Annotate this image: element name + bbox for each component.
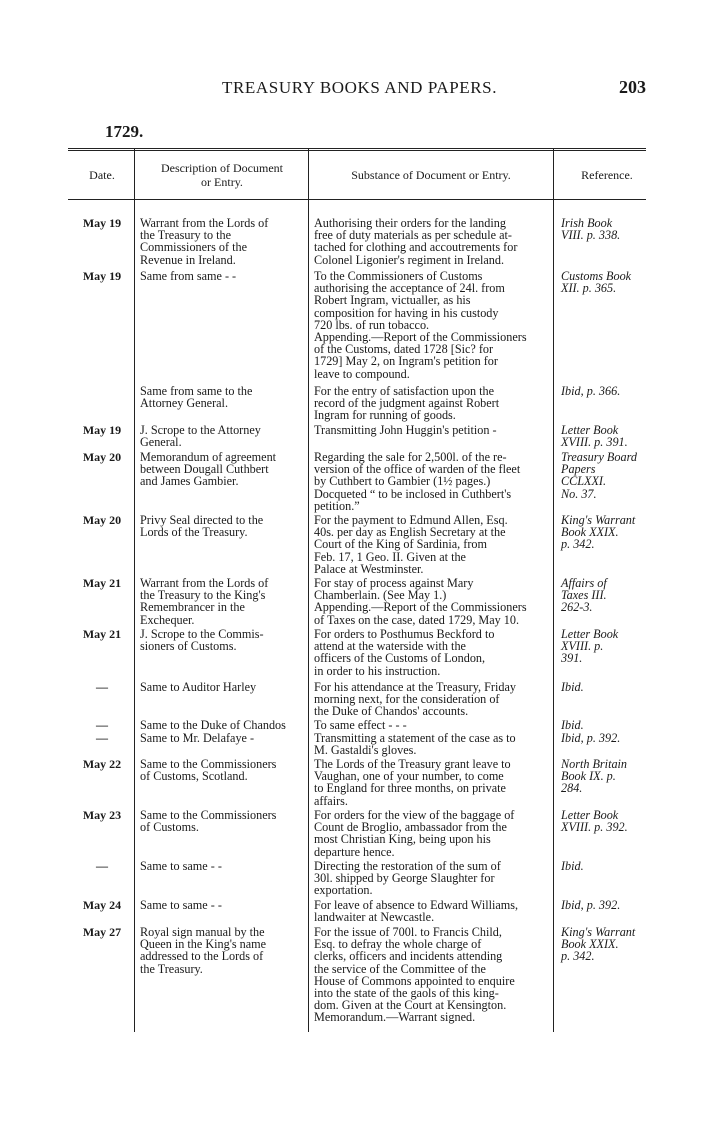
- date-cell-line: May 19: [82, 216, 122, 230]
- substance-cell-line: landwaiter at Newcastle.: [314, 910, 435, 925]
- substance-cell-line: to England for three months, on private: [314, 781, 506, 796]
- description-cell-line: of Customs, Scotland.: [140, 769, 248, 784]
- substance-cell-line: For stay of process against Mary: [314, 576, 474, 590]
- substance-cell-line: For the entry of satisfaction upon the: [314, 384, 495, 398]
- header-bottom-rule: [68, 199, 646, 200]
- substance-cell-line: petition.”: [314, 498, 360, 513]
- description-cell-line: Same to the Commissioners: [140, 757, 277, 771]
- reference-cell: [561, 424, 681, 448]
- date-cell-line: May 19: [82, 423, 122, 437]
- substance-cell: [314, 451, 546, 512]
- reference-cell-line: Ibid, p. 392.: [561, 898, 621, 912]
- reference-cell-line: 262-3.: [561, 600, 593, 615]
- substance-cell-line: most Christian King, being upon his: [314, 832, 491, 847]
- substance-cell-line: Count de Broglio, ambassador from the: [314, 820, 507, 835]
- reference-cell-line: CCLXXI.: [561, 474, 607, 489]
- description-cell-line: Same to same - -: [140, 898, 222, 912]
- substance-cell-line: Colonel Ligonier's regiment in Ireland.: [314, 252, 505, 267]
- substance-cell: [314, 732, 546, 756]
- substance-cell-line: Esq. to defray the whole charge of: [314, 937, 482, 952]
- substance-cell-line: affairs.: [314, 793, 348, 808]
- date-cell-line: May 23: [82, 808, 122, 822]
- description-cell: [140, 681, 302, 693]
- description-cell-line: between Dougall Cuthbert: [140, 462, 269, 477]
- description-cell: [140, 628, 302, 652]
- reference-cell: [561, 758, 681, 795]
- substance-cell-line: the service of the Committee of the: [314, 961, 486, 976]
- description-cell-line: Memorandum of agreement: [140, 450, 277, 464]
- description-cell-line: Same to the Commissioners: [140, 808, 277, 822]
- reference-cell: [561, 628, 681, 665]
- reference-cell-line: Irish Book: [561, 216, 613, 230]
- reference-cell-line: No. 37.: [561, 486, 597, 501]
- reference-cell: [561, 270, 681, 294]
- description-cell-line: Same to the Duke of Chandos: [140, 718, 286, 732]
- page-number: 203: [619, 77, 646, 97]
- substance-cell-line: For his attendance at the Treasury, Friday: [314, 680, 516, 694]
- column-divider: [308, 149, 309, 1032]
- date-cell-line: May 22: [82, 757, 122, 771]
- reference-cell-line: Letter Book: [561, 423, 619, 437]
- substance-cell-line: Appending.—Report of the Commissioners: [314, 600, 527, 615]
- reference-cell-line: p. 342.: [561, 537, 595, 552]
- description-cell: [140, 732, 302, 744]
- substance-cell: [314, 217, 546, 266]
- date-cell: [74, 451, 130, 463]
- substance-cell-line: For orders to Posthumus Beckford to: [314, 627, 495, 641]
- substance-cell-line: Court of the King of Sardinia, from: [314, 537, 487, 552]
- reference-cell-line: XVIII. p. 392.: [561, 820, 628, 835]
- description-cell-line: Attorney General.: [140, 396, 228, 411]
- substance-cell-line: For leave of absence to Edward Williams,: [314, 898, 519, 912]
- substance-cell-line: Memorandum.—Warrant signed.: [314, 1010, 476, 1025]
- substance-cell: [314, 926, 546, 1024]
- substance-cell-line: 1729] May 2, on Ingram's petition for: [314, 354, 498, 369]
- substance-cell-line: leave to compound.: [314, 366, 410, 381]
- description-cell-line: and James Gambier.: [140, 474, 239, 489]
- description-cell: [140, 758, 302, 782]
- date-cell-line: —: [96, 859, 108, 873]
- substance-cell-line: composition for having in his custody: [314, 305, 499, 320]
- substance-cell-line: Appending.—Report of the Commissioners: [314, 330, 527, 345]
- substance-cell-line: clerks, officers and incidents attending: [314, 949, 503, 964]
- description-cell-line: Remembrancer in the: [140, 600, 245, 615]
- substance-cell: [314, 758, 546, 807]
- substance-cell: [314, 860, 546, 897]
- column-header-description: Description of Document or Entry.: [161, 161, 283, 189]
- reference-cell-line: Ibid.: [561, 859, 584, 873]
- description-cell-line: Same to same - -: [140, 859, 222, 873]
- substance-cell-line: exportation.: [314, 883, 373, 898]
- substance-cell-line: Docqueted “ to be inclosed in Cuthbert's: [314, 486, 512, 501]
- reference-cell-line: Letter Book: [561, 808, 619, 822]
- reference-cell-line: Letter Book: [561, 627, 619, 641]
- reference-cell-line: Book IX. p.: [561, 769, 616, 784]
- description-cell: [140, 719, 302, 731]
- substance-cell-line: authorising the acceptance of 24l. from: [314, 281, 505, 296]
- date-cell: [74, 860, 130, 872]
- reference-cell-line: XVIII. p.: [561, 639, 604, 654]
- description-cell: [140, 385, 302, 409]
- substance-cell-line: Directing the restoration of the sum of: [314, 859, 501, 873]
- substance-cell: [314, 577, 546, 626]
- description-cell-line: Same from same to the: [140, 384, 253, 398]
- substance-cell-line: Palace at Westminster.: [314, 561, 424, 576]
- substance-cell-line: Feb. 17, 1 Geo. II. Given at the: [314, 549, 466, 564]
- date-cell: [74, 514, 130, 526]
- substance-cell-line: of Taxes on the case, dated 1729, May 10.: [314, 612, 520, 627]
- reference-cell: [561, 385, 681, 397]
- column-header-substance: Substance of Document or Entry.: [351, 168, 511, 182]
- date-cell-line: May 27: [82, 925, 122, 939]
- description-cell-line: Exchequer.: [140, 612, 195, 627]
- substance-cell-line: 720 lbs. of run tobacco.: [314, 317, 430, 332]
- description-cell-line: J. Scrope to the Commis-: [140, 627, 264, 641]
- description-cell: [140, 577, 302, 626]
- substance-cell-line: Authorising their orders for the landing: [314, 216, 506, 230]
- description-cell-line: Privy Seal directed to the: [140, 513, 264, 527]
- substance-cell-line: House of Commons appointed to enquire: [314, 973, 515, 988]
- substance-cell-line: attend at the waterside with the: [314, 639, 466, 654]
- description-cell: [140, 270, 302, 282]
- description-cell: [140, 451, 302, 488]
- reference-cell: [561, 217, 681, 241]
- date-cell-line: May 24: [82, 898, 122, 912]
- description-cell-line: Queen in the King's name: [140, 937, 267, 952]
- reference-cell-line: VIII. p. 338.: [561, 228, 621, 243]
- reference-cell-line: Ibid, p. 392.: [561, 731, 621, 745]
- reference-cell: [561, 899, 681, 911]
- substance-cell: [314, 514, 546, 575]
- substance-cell-line: The Lords of the Treasury grant leave to: [314, 757, 511, 771]
- reference-cell-line: Treasury Board: [561, 450, 637, 464]
- substance-cell: [314, 385, 546, 422]
- reference-cell-line: XVIII. p. 391.: [561, 435, 628, 450]
- date-cell-line: —: [96, 680, 108, 694]
- description-cell-line: the Treasury to the King's: [140, 588, 266, 603]
- substance-cell-line: record of the judgment against Robert: [314, 396, 500, 411]
- table-top-rule: [68, 148, 646, 149]
- date-cell: [74, 217, 130, 229]
- description-cell-line: addressed to the Lords of: [140, 949, 264, 964]
- date-cell: [74, 577, 130, 589]
- reference-cell-line: King's Warrant: [561, 513, 636, 527]
- description-cell-line: Revenue in Ireland.: [140, 252, 236, 267]
- substance-cell-line: into the state of the gaols of this king-: [314, 986, 499, 1001]
- substance-cell-line: Vaughan, one of your number, to come: [314, 769, 504, 784]
- description-cell: [140, 217, 302, 266]
- description-cell-line: Same to Auditor Harley: [140, 680, 257, 694]
- substance-cell-line: of the Customs, dated 1728 [Sic? for: [314, 342, 494, 357]
- reference-cell-line: Ibid.: [561, 680, 584, 694]
- description-cell-line: Lords of the Treasury.: [140, 525, 248, 540]
- column-divider: [553, 149, 554, 1032]
- date-cell-line: —: [96, 718, 108, 732]
- year-heading: 1729.: [105, 122, 144, 141]
- reference-cell: [561, 681, 681, 693]
- reference-cell-line: Ibid.: [561, 718, 584, 732]
- substance-cell: [314, 899, 546, 923]
- substance-cell-line: To the Commissioners of Customs: [314, 269, 483, 283]
- reference-cell-line: Book XXIX.: [561, 937, 619, 952]
- date-cell: [74, 926, 130, 938]
- description-cell: [140, 926, 302, 975]
- description-cell: [140, 514, 302, 538]
- reference-cell-line: p. 342.: [561, 949, 595, 964]
- reference-cell-line: Book XXIX.: [561, 525, 619, 540]
- reference-cell-line: 391.: [561, 651, 583, 666]
- substance-cell-line: Transmitting John Huggin's petition -: [314, 423, 497, 437]
- reference-cell: [561, 809, 681, 833]
- substance-cell-line: in order to his instruction.: [314, 663, 441, 678]
- reference-cell-line: Papers: [561, 462, 596, 477]
- date-cell: [74, 681, 130, 693]
- column-divider: [134, 149, 135, 1032]
- description-cell-line: J. Scrope to the Attorney: [140, 423, 261, 437]
- description-cell: [140, 424, 302, 448]
- substance-cell: [314, 270, 546, 380]
- description-cell-line: the Treasury to the: [140, 228, 232, 243]
- substance-cell-line: by Cuthbert to Gambier (1½ pages.): [314, 474, 491, 489]
- description-cell-line: of Customs.: [140, 820, 199, 835]
- date-cell: [74, 719, 130, 731]
- page-header: [0, 78, 720, 102]
- date-cell-line: May 21: [82, 627, 122, 641]
- reference-cell: [561, 514, 681, 551]
- substance-cell: [314, 424, 546, 436]
- substance-cell-line: tached for clothing and accoutrements for: [314, 240, 518, 255]
- date-cell-line: May 21: [82, 576, 122, 590]
- reference-cell: [561, 577, 681, 614]
- substance-cell-line: dom. Given at the Court at Kensington.: [314, 998, 507, 1013]
- reference-cell-line: XII. p. 365.: [561, 281, 617, 296]
- substance-cell-line: morning next, for the consideration of: [314, 692, 500, 707]
- description-cell-line: Commissioners of the: [140, 240, 247, 255]
- reference-cell-line: Customs Book: [561, 269, 632, 283]
- substance-cell-line: Ingram for running of goods.: [314, 408, 456, 423]
- date-cell: [74, 758, 130, 770]
- description-cell-line: General.: [140, 435, 182, 450]
- description-cell: [140, 809, 302, 833]
- substance-cell-line: 40s. per day as English Secretary at the: [314, 525, 506, 540]
- substance-cell-line: version of the office of warden of the fleet: [314, 462, 521, 477]
- substance-cell-line: For the payment to Edmund Allen, Esq.: [314, 513, 508, 527]
- substance-cell-line: M. Gastaldi's gloves.: [314, 743, 417, 758]
- date-cell-line: May 19: [82, 269, 122, 283]
- date-cell-line: May 20: [82, 513, 122, 527]
- substance-cell-line: Robert Ingram, victualler, as his: [314, 293, 471, 308]
- date-cell-line: May 20: [82, 450, 122, 464]
- reference-cell: [561, 732, 681, 744]
- description-cell-line: Royal sign manual by the: [140, 925, 265, 939]
- substance-cell: [314, 809, 546, 858]
- substance-cell: [314, 628, 546, 677]
- date-cell: [74, 424, 130, 436]
- reference-cell-line: King's Warrant: [561, 925, 636, 939]
- date-cell: [74, 732, 130, 744]
- reference-cell-line: Taxes III.: [561, 588, 607, 603]
- date-cell: [74, 899, 130, 911]
- substance-cell-line: free of duty materials as per schedule at-: [314, 228, 512, 243]
- reference-cell: [561, 719, 681, 731]
- reference-cell-line: Ibid, p. 366.: [561, 384, 621, 398]
- description-cell-line: Same from same - -: [140, 269, 237, 283]
- substance-cell: [314, 681, 546, 718]
- column-header-reference: Reference.: [581, 168, 633, 182]
- reference-cell-line: 284.: [561, 781, 583, 796]
- substance-cell-line: For orders for the view of the baggage of: [314, 808, 515, 822]
- substance-cell-line: Regarding the sale for 2,500l. of the re-: [314, 450, 507, 464]
- substance-cell-line: To same effect - - -: [314, 718, 407, 732]
- column-header-date: Date.: [89, 168, 115, 182]
- substance-cell-line: departure hence.: [314, 844, 395, 859]
- substance-cell-line: For the issue of 700l. to Francis Child,: [314, 925, 502, 939]
- substance-cell-line: the Duke of Chandos' accounts.: [314, 704, 469, 719]
- substance-cell: [314, 719, 546, 731]
- substance-cell-line: 30l. shipped by George Slaughter for: [314, 871, 495, 886]
- description-cell-line: sioners of Customs.: [140, 639, 237, 654]
- table-top-rule-2: [68, 150, 646, 151]
- substance-cell-line: officers of the Customs of London,: [314, 651, 486, 666]
- date-cell-line: —: [96, 731, 108, 745]
- reference-cell: [561, 926, 681, 963]
- running-title: TREASURY BOOKS AND PAPERS.: [222, 78, 498, 97]
- date-cell: [74, 270, 130, 282]
- date-cell: [74, 809, 130, 821]
- substance-cell-line: Chamberlain. (See May 1.): [314, 588, 447, 603]
- reference-cell-line: Affairs of: [561, 576, 607, 590]
- description-cell-line: Same to Mr. Delafaye -: [140, 731, 255, 745]
- description-cell-line: Warrant from the Lords of: [140, 576, 269, 590]
- description-cell: [140, 860, 302, 872]
- reference-cell: [561, 451, 681, 500]
- reference-cell: [561, 860, 681, 872]
- description-cell-line: the Treasury.: [140, 961, 203, 976]
- date-cell: [74, 628, 130, 640]
- description-cell: [140, 899, 302, 911]
- reference-cell-line: North Britain: [561, 757, 628, 771]
- description-cell-line: Warrant from the Lords of: [140, 216, 269, 230]
- substance-cell-line: Transmitting a statement of the case as to: [314, 731, 516, 745]
